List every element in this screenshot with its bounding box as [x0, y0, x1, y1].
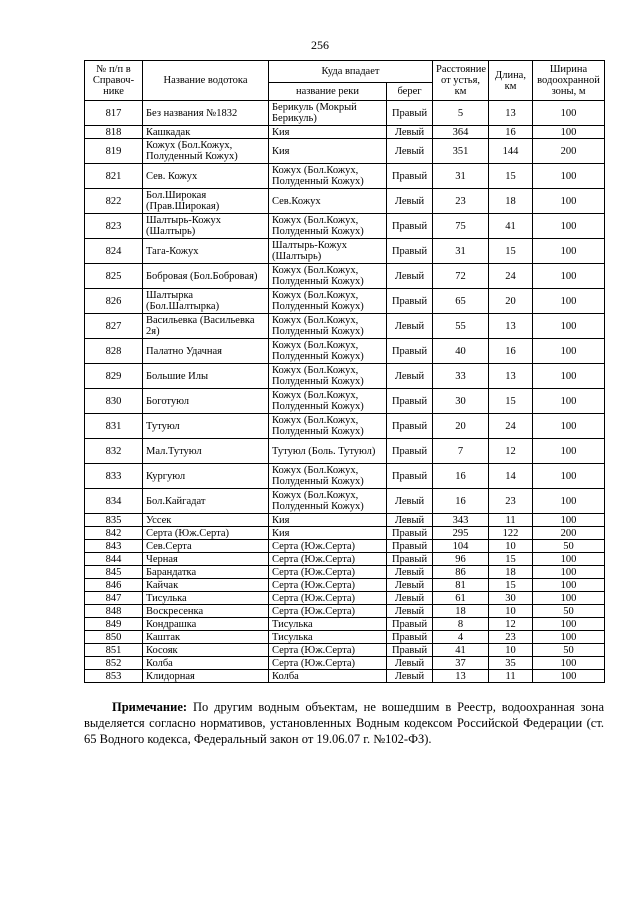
- header-flows-into: Куда впадает: [269, 61, 433, 83]
- cell-width: 100: [533, 264, 605, 289]
- table-row: [85, 644, 605, 657]
- cell-width: 100: [533, 101, 605, 126]
- cell-bank: Левый: [387, 189, 433, 214]
- cell-river: Кожух (Бол.Кожух, Полуденный Кожух): [269, 489, 387, 514]
- cell-distance: 364: [433, 126, 489, 139]
- cell-distance: 61: [433, 592, 489, 605]
- cell-num: 843: [85, 540, 143, 553]
- cell-river: Серта (Юж.Серта): [269, 592, 387, 605]
- note-text: По другим водным объектам, не вошедшим в Реестр, водоохранная зона выделяется согласно нормативов, установленных Водным кодексом Российской Федерации (ст. 65 Водного кодекса, Федеральный закон от 19.06.07 г. №102-ФЗ).: [84, 700, 604, 746]
- cell-bank: Правый: [387, 553, 433, 566]
- cell-name: Шалтырка (Бол.Шалтырка): [143, 289, 269, 314]
- cell-bank: Левый: [387, 670, 433, 683]
- cell-river: Кия: [269, 139, 387, 164]
- cell-river: Тисулька: [269, 618, 387, 631]
- cell-num: 852: [85, 657, 143, 670]
- cell-river: Серта (Юж.Серта): [269, 540, 387, 553]
- cell-width: 100: [533, 314, 605, 339]
- cell-bank: Правый: [387, 540, 433, 553]
- cell-num: 826: [85, 289, 143, 314]
- cell-width: 100: [533, 389, 605, 414]
- cell-river: Колба: [269, 670, 387, 683]
- cell-num: 828: [85, 339, 143, 364]
- cell-distance: 40: [433, 339, 489, 364]
- cell-length: 10: [489, 605, 533, 618]
- cell-length: 41: [489, 214, 533, 239]
- cell-river: Серта (Юж.Серта): [269, 579, 387, 592]
- cell-width: 100: [533, 439, 605, 464]
- cell-river: Кожух (Бол.Кожух, Полуденный Кожух): [269, 464, 387, 489]
- cell-length: 15: [489, 389, 533, 414]
- cell-width: 100: [533, 289, 605, 314]
- header-length: Длина, км: [489, 61, 533, 101]
- cell-width: 100: [533, 618, 605, 631]
- cell-bank: Левый: [387, 139, 433, 164]
- cell-width: 100: [533, 631, 605, 644]
- cell-river: Серта (Юж.Серта): [269, 566, 387, 579]
- cell-length: 23: [489, 489, 533, 514]
- cell-bank: Левый: [387, 605, 433, 618]
- cell-distance: 295: [433, 527, 489, 540]
- cell-name: Кондрашка: [143, 618, 269, 631]
- cell-bank: Левый: [387, 566, 433, 579]
- cell-river: Серта (Юж.Серта): [269, 553, 387, 566]
- cell-river: Берикуль (Мокрый Берикуль): [269, 101, 387, 126]
- cell-distance: 33: [433, 364, 489, 389]
- cell-river: Кожух (Бол.Кожух, Полуденный Кожух): [269, 314, 387, 339]
- cell-river: Серта (Юж.Серта): [269, 644, 387, 657]
- cell-name: Косояк: [143, 644, 269, 657]
- cell-num: 853: [85, 670, 143, 683]
- cell-distance: 23: [433, 189, 489, 214]
- cell-distance: 343: [433, 514, 489, 527]
- cell-num: 829: [85, 364, 143, 389]
- cell-width: 100: [533, 489, 605, 514]
- cell-distance: 104: [433, 540, 489, 553]
- page-number: 256: [311, 38, 329, 52]
- table-row: [85, 289, 605, 314]
- cell-bank: Левый: [387, 364, 433, 389]
- cell-num: 818: [85, 126, 143, 139]
- table-row: [85, 489, 605, 514]
- cell-length: 24: [489, 264, 533, 289]
- cell-name: Сев. Кожух: [143, 164, 269, 189]
- table-row: [85, 314, 605, 339]
- cell-width: 100: [533, 126, 605, 139]
- cell-width: 100: [533, 164, 605, 189]
- cell-river: Шалтырь-Кожух (Шалтырь): [269, 239, 387, 264]
- cell-bank: Левый: [387, 592, 433, 605]
- cell-distance: 5: [433, 101, 489, 126]
- cell-distance: 31: [433, 164, 489, 189]
- header-width: Ширина водоохранной зоны, м: [533, 61, 605, 101]
- cell-bank: Правый: [387, 339, 433, 364]
- cell-bank: Правый: [387, 618, 433, 631]
- cell-river: Кожух (Бол.Кожух, Полуденный Кожух): [269, 389, 387, 414]
- cell-length: 15: [489, 553, 533, 566]
- cell-distance: 351: [433, 139, 489, 164]
- cell-name: Колба: [143, 657, 269, 670]
- cell-name: Шалтырь-Кожух (Шалтырь): [143, 214, 269, 239]
- table-row: [85, 389, 605, 414]
- cell-name: Тага-Кожух: [143, 239, 269, 264]
- table-row: [85, 618, 605, 631]
- cell-distance: 96: [433, 553, 489, 566]
- cell-length: 15: [489, 164, 533, 189]
- cell-num: 842: [85, 527, 143, 540]
- table-row: [85, 214, 605, 239]
- cell-name: Боготуюл: [143, 389, 269, 414]
- cell-bank: Левый: [387, 264, 433, 289]
- table-row: [85, 239, 605, 264]
- cell-length: 15: [489, 579, 533, 592]
- cell-width: 50: [533, 605, 605, 618]
- table-row: [85, 657, 605, 670]
- cell-distance: 4: [433, 631, 489, 644]
- cell-width: 100: [533, 339, 605, 364]
- cell-num: 822: [85, 189, 143, 214]
- cell-river: Кожух (Бол.Кожух, Полуденный Кожух): [269, 339, 387, 364]
- cell-num: 823: [85, 214, 143, 239]
- cell-num: 844: [85, 553, 143, 566]
- cell-name: Без названия №1832: [143, 101, 269, 126]
- cell-num: 830: [85, 389, 143, 414]
- cell-width: 100: [533, 464, 605, 489]
- cell-name: Каштак: [143, 631, 269, 644]
- table-row: [85, 670, 605, 683]
- cell-name: Тисулька: [143, 592, 269, 605]
- table-row: [85, 592, 605, 605]
- cell-name: Тутуюл: [143, 414, 269, 439]
- header-name: Название водотока: [143, 61, 269, 101]
- cell-bank: Правый: [387, 289, 433, 314]
- cell-bank: Правый: [387, 414, 433, 439]
- header-river-name: название реки: [269, 83, 387, 101]
- table-row: [85, 514, 605, 527]
- cell-length: 16: [489, 126, 533, 139]
- cell-river: Кожух (Бол.Кожух, Полуденный Кожух): [269, 364, 387, 389]
- table-body: [85, 101, 605, 683]
- cell-length: 30: [489, 592, 533, 605]
- cell-width: 100: [533, 592, 605, 605]
- cell-width: 200: [533, 139, 605, 164]
- cell-bank: Правый: [387, 101, 433, 126]
- cell-river: Сев.Кожух: [269, 189, 387, 214]
- cell-name: Бобровая (Бол.Бобровая): [143, 264, 269, 289]
- cell-distance: 86: [433, 566, 489, 579]
- cell-name: Палатно Удачная: [143, 339, 269, 364]
- table-row: [85, 566, 605, 579]
- cell-num: 847: [85, 592, 143, 605]
- cell-length: 15: [489, 239, 533, 264]
- cell-distance: 65: [433, 289, 489, 314]
- cell-num: 849: [85, 618, 143, 631]
- table-row: [85, 631, 605, 644]
- cell-river: Кожух (Бол.Кожух, Полуденный Кожух): [269, 414, 387, 439]
- cell-river: Кия: [269, 126, 387, 139]
- cell-num: 819: [85, 139, 143, 164]
- cell-num: 824: [85, 239, 143, 264]
- cell-width: 50: [533, 644, 605, 657]
- cell-distance: 72: [433, 264, 489, 289]
- cell-name: Серта (Юж.Серта): [143, 527, 269, 540]
- cell-name: Васильевка (Васильевка 2я): [143, 314, 269, 339]
- table-row: [85, 439, 605, 464]
- cell-num: 817: [85, 101, 143, 126]
- cell-distance: 20: [433, 414, 489, 439]
- cell-bank: Правый: [387, 439, 433, 464]
- cell-num: 834: [85, 489, 143, 514]
- cell-distance: 31: [433, 239, 489, 264]
- cell-river: Кожух (Бол.Кожух, Полуденный Кожух): [269, 164, 387, 189]
- cell-name: Бол.Широкая (Прав.Широкая): [143, 189, 269, 214]
- cell-river: Тутуюл (Боль. Тутуюл): [269, 439, 387, 464]
- cell-width: 100: [533, 566, 605, 579]
- table-row: [85, 139, 605, 164]
- header-bank: берег: [387, 83, 433, 101]
- cell-bank: Левый: [387, 514, 433, 527]
- table-row: [85, 553, 605, 566]
- cell-bank: Правый: [387, 644, 433, 657]
- cell-length: 18: [489, 566, 533, 579]
- cell-name: Уссек: [143, 514, 269, 527]
- cell-num: 831: [85, 414, 143, 439]
- register-table: [84, 60, 605, 683]
- cell-length: 18: [489, 189, 533, 214]
- cell-length: 13: [489, 314, 533, 339]
- cell-length: 20: [489, 289, 533, 314]
- cell-bank: Левый: [387, 314, 433, 339]
- cell-width: 100: [533, 670, 605, 683]
- cell-length: 144: [489, 139, 533, 164]
- cell-width: 50: [533, 540, 605, 553]
- cell-bank: Правый: [387, 527, 433, 540]
- cell-num: 821: [85, 164, 143, 189]
- cell-bank: Правый: [387, 164, 433, 189]
- cell-bank: Правый: [387, 389, 433, 414]
- cell-width: 100: [533, 214, 605, 239]
- cell-distance: 75: [433, 214, 489, 239]
- cell-name: Кашкадак: [143, 126, 269, 139]
- cell-name: Мал.Тутуюл: [143, 439, 269, 464]
- cell-distance: 13: [433, 670, 489, 683]
- table-row: [85, 605, 605, 618]
- table-row: [85, 101, 605, 126]
- cell-distance: 16: [433, 464, 489, 489]
- cell-bank: Левый: [387, 657, 433, 670]
- cell-width: 100: [533, 657, 605, 670]
- cell-river: Кия: [269, 527, 387, 540]
- cell-distance: 18: [433, 605, 489, 618]
- table-row: [85, 579, 605, 592]
- cell-name: Большие Илы: [143, 364, 269, 389]
- cell-distance: 37: [433, 657, 489, 670]
- cell-length: 13: [489, 101, 533, 126]
- cell-distance: 8: [433, 618, 489, 631]
- cell-length: 14: [489, 464, 533, 489]
- table-row: [85, 527, 605, 540]
- cell-length: 24: [489, 414, 533, 439]
- cell-num: 851: [85, 644, 143, 657]
- table-row: [85, 364, 605, 389]
- cell-distance: 41: [433, 644, 489, 657]
- cell-length: 13: [489, 364, 533, 389]
- cell-num: 848: [85, 605, 143, 618]
- header-num: № п/п в Справоч-нике: [85, 61, 143, 101]
- cell-num: 833: [85, 464, 143, 489]
- cell-river: Кожух (Бол.Кожух, Полуденный Кожух): [269, 264, 387, 289]
- cell-name: Сев.Серта: [143, 540, 269, 553]
- cell-river: Тисулька: [269, 631, 387, 644]
- table-row: [85, 264, 605, 289]
- cell-width: 100: [533, 514, 605, 527]
- cell-bank: Левый: [387, 126, 433, 139]
- cell-length: 122: [489, 527, 533, 540]
- cell-width: 100: [533, 579, 605, 592]
- table-row: [85, 189, 605, 214]
- cell-num: 825: [85, 264, 143, 289]
- table-row: [85, 164, 605, 189]
- cell-distance: 16: [433, 489, 489, 514]
- cell-length: 23: [489, 631, 533, 644]
- cell-name: Бол.Кайгадат: [143, 489, 269, 514]
- cell-bank: Левый: [387, 579, 433, 592]
- table-row: [85, 464, 605, 489]
- cell-river: Кожух (Бол.Кожух, Полуденный Кожух): [269, 289, 387, 314]
- cell-length: 35: [489, 657, 533, 670]
- cell-num: 850: [85, 631, 143, 644]
- cell-length: 10: [489, 644, 533, 657]
- cell-width: 200: [533, 527, 605, 540]
- cell-length: 12: [489, 439, 533, 464]
- cell-name: Черная: [143, 553, 269, 566]
- cell-bank: Правый: [387, 239, 433, 264]
- cell-distance: 30: [433, 389, 489, 414]
- cell-num: 846: [85, 579, 143, 592]
- cell-name: Кайчак: [143, 579, 269, 592]
- cell-length: 10: [489, 540, 533, 553]
- cell-num: 835: [85, 514, 143, 527]
- cell-bank: Правый: [387, 631, 433, 644]
- cell-name: Кургуюл: [143, 464, 269, 489]
- cell-num: 827: [85, 314, 143, 339]
- cell-width: 100: [533, 189, 605, 214]
- table-row: [85, 540, 605, 553]
- cell-distance: 7: [433, 439, 489, 464]
- header-distance: Расстояние от устья, км: [433, 61, 489, 101]
- table-row: [85, 339, 605, 364]
- cell-length: 16: [489, 339, 533, 364]
- cell-river: Кожух (Бол.Кожух, Полуденный Кожух): [269, 214, 387, 239]
- table-row: [85, 126, 605, 139]
- cell-bank: Правый: [387, 214, 433, 239]
- cell-bank: Левый: [387, 489, 433, 514]
- cell-name: Клидорная: [143, 670, 269, 683]
- cell-name: Воскресенка: [143, 605, 269, 618]
- cell-num: 845: [85, 566, 143, 579]
- cell-bank: Правый: [387, 464, 433, 489]
- cell-distance: 81: [433, 579, 489, 592]
- cell-length: 11: [489, 670, 533, 683]
- cell-width: 100: [533, 239, 605, 264]
- cell-name: Барандатка: [143, 566, 269, 579]
- cell-name: Кожух (Бол.Кожух, Полуденный Кожух): [143, 139, 269, 164]
- cell-river: Серта (Юж.Серта): [269, 605, 387, 618]
- cell-distance: 55: [433, 314, 489, 339]
- note-paragraph: [84, 699, 604, 747]
- cell-river: Кия: [269, 514, 387, 527]
- cell-river: Серта (Юж.Серта): [269, 657, 387, 670]
- table-row: [85, 414, 605, 439]
- cell-length: 12: [489, 618, 533, 631]
- cell-width: 100: [533, 414, 605, 439]
- cell-num: 832: [85, 439, 143, 464]
- cell-width: 100: [533, 364, 605, 389]
- note-label: Примечание:: [112, 700, 188, 714]
- cell-length: 11: [489, 514, 533, 527]
- cell-width: 100: [533, 553, 605, 566]
